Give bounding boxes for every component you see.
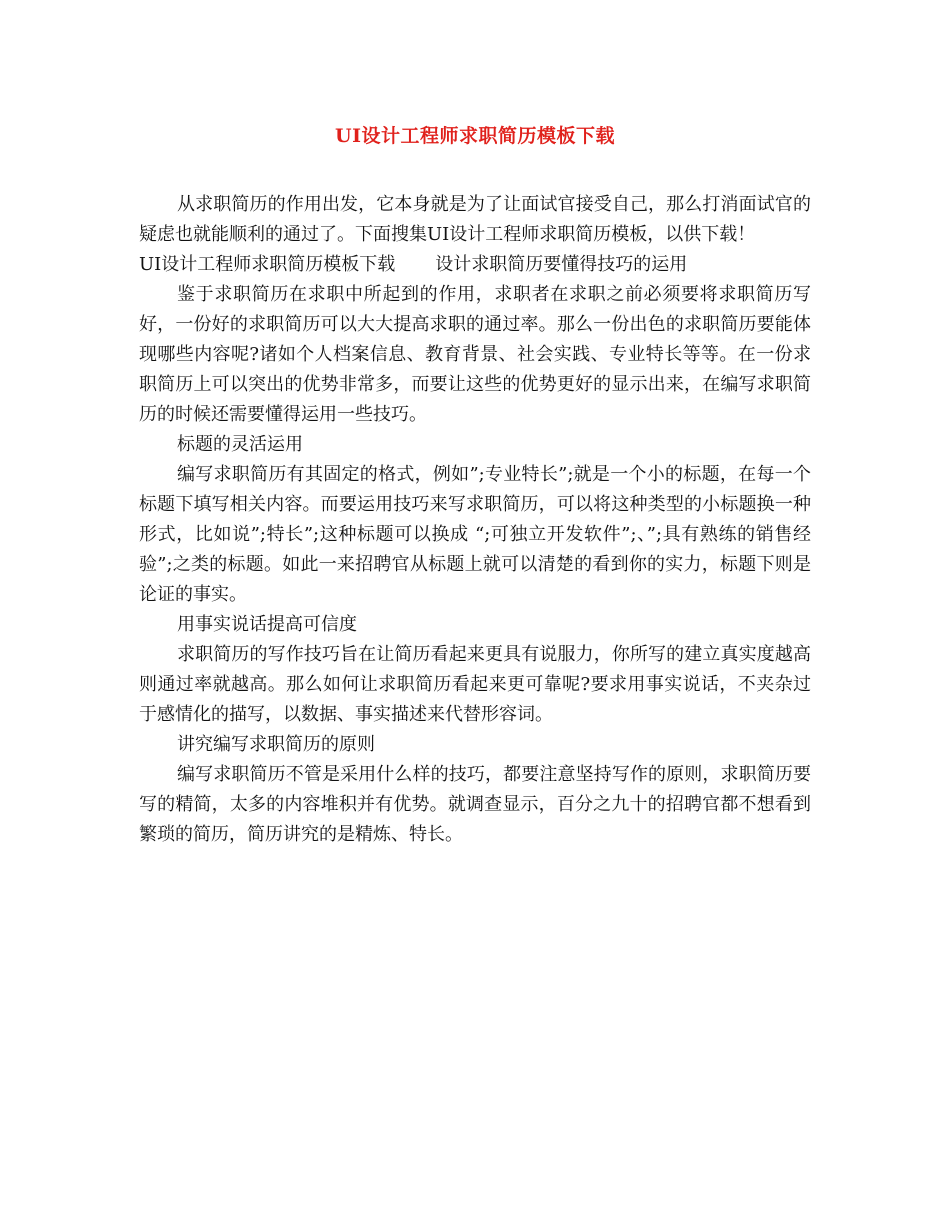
body-paragraph: 编写求职简历有其固定的格式，例如”;专业特长”;就是一个小的标题，在每一个标题下填写相关内容。而要运用技巧来写求职简历，可以将这种类型的小标题换一种形式，比如说”;特长”;这种标题可以换成 “;可独立开发软件”;、”;具有熟练的销售经验”;之类的标题。如此一来招聘官从标题上就可以清楚的看到你的实力，标题下则是论证的事实。 (139, 464, 811, 605)
document-body (139, 190, 811, 850)
body-paragraph: 编写求职简历不管是采用什么样的技巧，都要注意坚持写作的原则，求职简历要写的精简，太多的内容堆积并有优势。就调查显示，百分之九十的招聘官都不想看到繁琐的简历，简历讲究的是精炼、特长。 (139, 764, 811, 845)
intro-paragraph: 从求职简历的作用出发，它本身就是为了让面试官接受自己，那么打消面试官的疑虑也就能顺利的通过了。下面搜集UI设计工程师求职简历模板，以供下载！ (139, 194, 811, 245)
link-line (139, 250, 811, 280)
resume-template-link[interactable]: UI设计工程师求职简历模板下载 (139, 254, 396, 275)
document-title: UI设计工程师求职简历模板下载 (335, 125, 615, 147)
resume-skills-link[interactable]: 设计求职简历要懂得技巧的运用 (435, 254, 688, 275)
body-paragraph: 求职简历的写作技巧旨在让简历看起来更具有说服力，你所写的建立真实度越高则通过率就越高。那么如何让求职简历看起来更可靠呢?要求用事实说话，不夹杂过于感情化的描写，以数据、事实描述来代替形容词。 (139, 644, 811, 725)
section-heading: 用事实说话提高可信度 (177, 614, 357, 635)
section-heading: 标题的灵活运用 (177, 434, 303, 455)
body-paragraph: 鉴于求职简历在求职中所起到的作用，求职者在求职之前必须要将求职简历写好，一份好的求职简历可以大大提高求职的通过率。那么一份出色的求职简历要能体现哪些内容呢?诸如个人档案信息、教育背景、社会实践、专业特长等等。在一份求职简历上可以突出的优势非常多，而要让这些的优势更好的显示出来，在编写求职简历的时候还需要懂得运用一些技巧。 (139, 284, 811, 425)
section-heading: 讲究编写求职简历的原则 (177, 734, 375, 755)
